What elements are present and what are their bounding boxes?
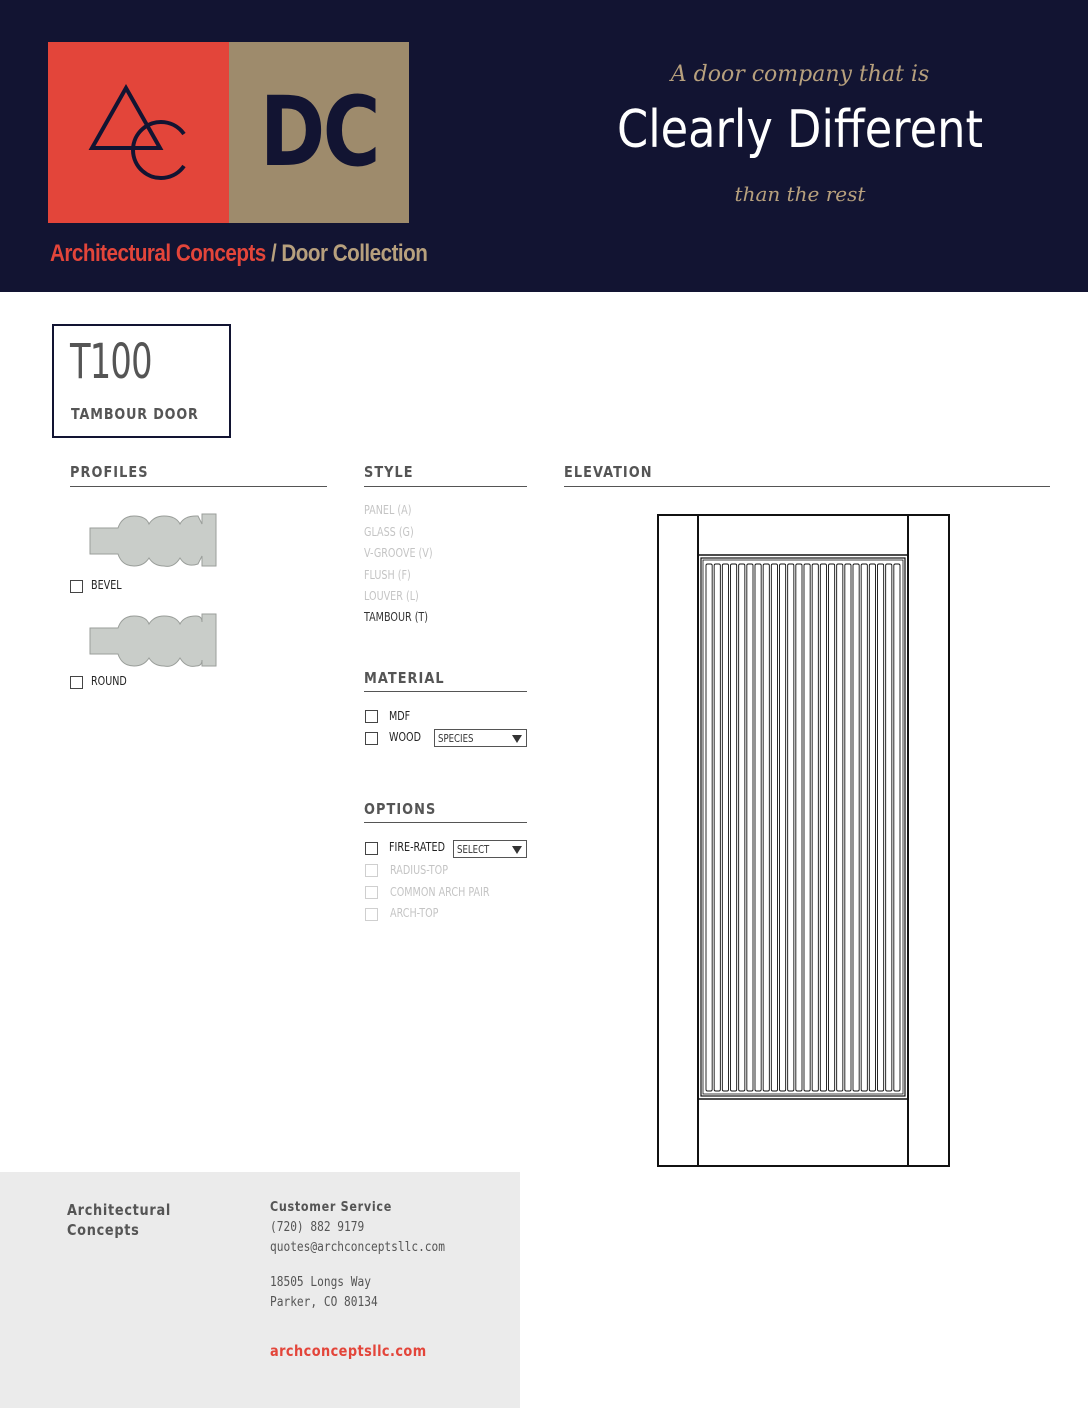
bevel-profile-icon bbox=[88, 512, 218, 570]
model-number: T100 bbox=[70, 334, 152, 390]
tagline-bottom: than the rest bbox=[734, 182, 866, 206]
mdf-checkbox[interactable] bbox=[365, 710, 378, 723]
profiles-heading: PROFILES bbox=[70, 463, 149, 481]
profiles-rule bbox=[70, 486, 327, 487]
footer-address-line1: 18505 Longs Way bbox=[270, 1275, 371, 1290]
page-footer bbox=[0, 1172, 520, 1408]
footer-company bbox=[67, 1200, 171, 1240]
model-name: TAMBOUR DOOR bbox=[71, 405, 199, 423]
brand-line bbox=[50, 240, 427, 268]
common-arch-pair-label: COMMON ARCH PAIR bbox=[390, 885, 490, 899]
footer-email[interactable]: quotes@archconceptsllc.com bbox=[270, 1240, 446, 1255]
brand-separator: / bbox=[270, 240, 277, 267]
logo-dc-text: DC bbox=[259, 76, 379, 188]
logo-dc-block bbox=[229, 42, 409, 223]
style-rule bbox=[364, 486, 527, 487]
common-arch-pair-checkbox[interactable] bbox=[365, 886, 378, 899]
options-heading: OPTIONS bbox=[364, 800, 437, 818]
page-header bbox=[0, 0, 1088, 292]
round-checkbox[interactable] bbox=[70, 676, 83, 689]
brand-name: Architectural Concepts bbox=[50, 240, 266, 267]
style-item-flush[interactable]: FLUSH (F) bbox=[364, 568, 411, 582]
elevation-heading: ELEVATION bbox=[564, 463, 653, 481]
round-label: ROUND bbox=[91, 674, 127, 688]
radius-top-label: RADIUS-TOP bbox=[390, 863, 448, 877]
style-item-louver[interactable]: LOUVER (L) bbox=[364, 589, 419, 603]
species-select[interactable] bbox=[434, 729, 527, 747]
bevel-checkbox[interactable] bbox=[70, 580, 83, 593]
style-item-glass[interactable]: GLASS (G) bbox=[364, 525, 414, 539]
arch-top-label: ARCH-TOP bbox=[390, 906, 439, 920]
wood-label: WOOD bbox=[389, 730, 421, 744]
material-rule bbox=[364, 691, 527, 692]
fire-rated-checkbox[interactable] bbox=[365, 842, 378, 855]
dropdown-arrow-icon bbox=[512, 735, 522, 743]
fire-rated-select-value: SELECT bbox=[457, 843, 490, 856]
footer-company-line2: Concepts bbox=[67, 1221, 140, 1239]
style-item-tambour[interactable]: TAMBOUR (T) bbox=[364, 610, 429, 624]
mdf-label: MDF bbox=[389, 709, 411, 723]
footer-phone[interactable]: (720) 882 9179 bbox=[270, 1220, 365, 1235]
footer-website-link[interactable]: archconceptsllc.com bbox=[270, 1342, 427, 1360]
material-heading: MATERIAL bbox=[364, 669, 445, 687]
footer-company-line1: Architectural bbox=[67, 1201, 171, 1219]
options-rule bbox=[364, 822, 527, 823]
footer-address-line2: Parker, CO 80134 bbox=[270, 1295, 378, 1310]
style-item-panel[interactable]: PANEL (A) bbox=[364, 503, 412, 517]
arch-top-checkbox[interactable] bbox=[365, 908, 378, 921]
bevel-label: BEVEL bbox=[91, 578, 122, 592]
fire-rated-label: FIRE-RATED bbox=[389, 840, 445, 854]
door-elevation-drawing bbox=[657, 514, 950, 1167]
wood-checkbox[interactable] bbox=[365, 732, 378, 745]
style-item-v-groove[interactable]: V-GROOVE (V) bbox=[364, 546, 433, 560]
radius-top-checkbox[interactable] bbox=[365, 864, 378, 877]
customer-service-heading: Customer Service bbox=[270, 1200, 392, 1215]
tagline-top: A door company that is bbox=[670, 62, 930, 87]
tagline-main: Clearly Different bbox=[616, 100, 984, 160]
model-box bbox=[52, 324, 231, 438]
fire-rated-select[interactable] bbox=[453, 840, 527, 858]
round-profile-icon bbox=[88, 612, 218, 670]
dropdown-arrow-icon bbox=[512, 846, 522, 854]
ac-monogram-icon bbox=[84, 82, 194, 182]
style-heading: STYLE bbox=[364, 463, 414, 481]
brand-collection: Door Collection bbox=[281, 240, 428, 267]
elevation-rule bbox=[564, 486, 1050, 487]
species-select-value: SPECIES bbox=[438, 732, 474, 745]
logo-ac-block bbox=[48, 42, 229, 223]
